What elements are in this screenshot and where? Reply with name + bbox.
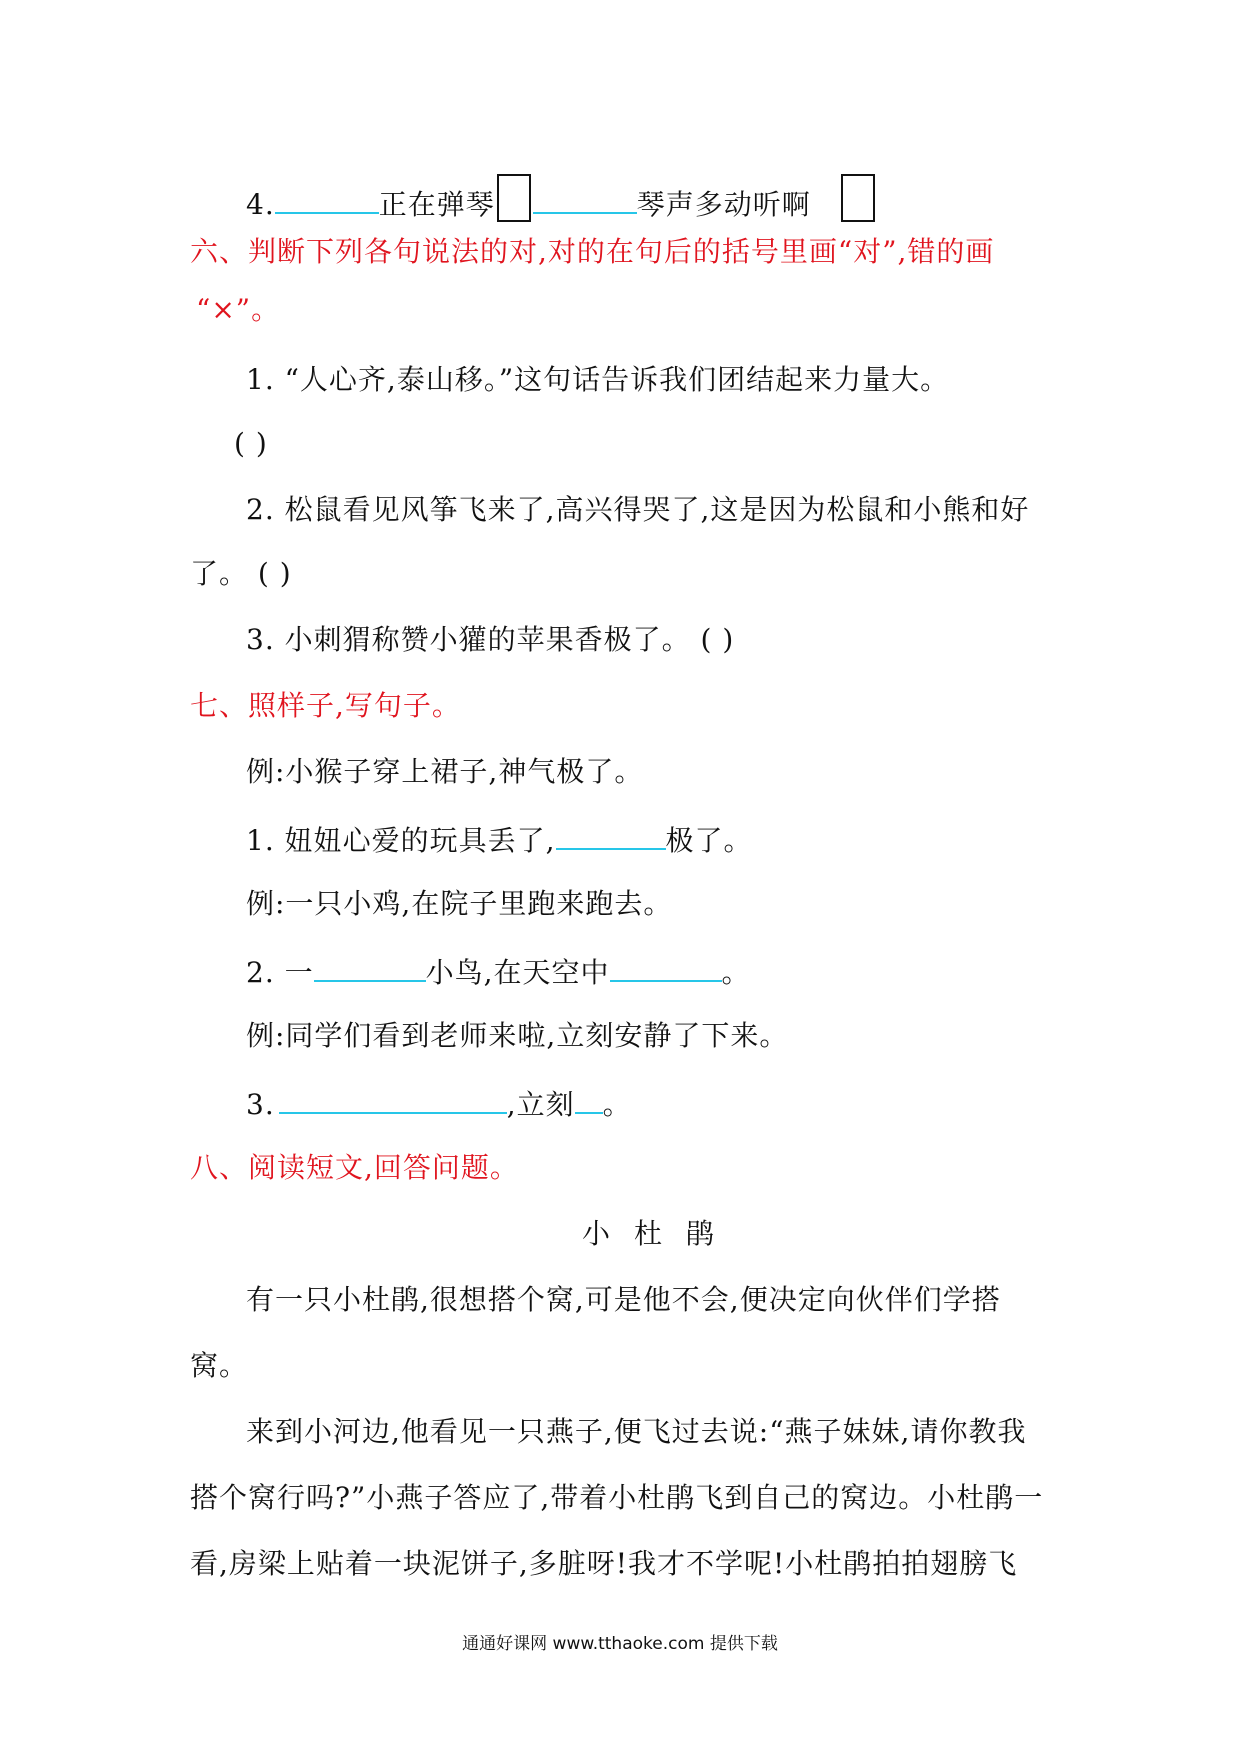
section-8-title: 八、阅读短文,回答问题。 [190,1151,519,1184]
s7-q3-end: 。 [602,1088,632,1121]
story-p1-line2: 窝。 [190,1349,249,1382]
page-footer: 通通好课网 www.tthaoke.com 提供下载 [462,1634,778,1654]
s7-q2-mid: 小鸟,在天空中 [425,956,610,989]
story-p1-line1: 有一只小杜鹃,很想搭个窝,可是他不会,便决定向伙伴们学搭 [246,1283,1001,1316]
story-title: 小杜鹃 [582,1217,739,1250]
q4-line [246,174,877,225]
answer-blank[interactable] [575,1082,603,1114]
s7-question-1 [246,818,753,861]
s6-item-2-cont[interactable]: 了。 ( ) [190,557,292,590]
section-6-title-cont: “×”。 [196,293,281,326]
punctuation-box[interactable] [497,174,531,222]
s7-q1-end: 极了。 [665,824,753,857]
s7-q2-end: 。 [721,956,751,989]
answer-blank[interactable] [610,950,722,982]
s7-question-2 [246,950,751,993]
story-p2-line2: 搭个窝行吗?”小燕子答应了,带着小杜鹃飞到自己的窝边。小杜鹃一 [190,1481,1044,1514]
s6-item-2: 2. 松鼠看见风筝飞来了,高兴得哭了,这是因为松鼠和小熊和好 [246,493,1030,526]
section-7-title: 七、照样子,写句子。 [190,689,461,722]
answer-blank[interactable] [275,182,379,214]
q4-text-1: 正在弹琴 [378,188,495,221]
section-6-title: 六、判断下列各句说法的对,对的在句后的括号里画“对”,错的画 [190,235,995,268]
s7-q3-mid: ,立刻 [506,1088,575,1121]
story-p2-line1: 来到小河边,他看见一只燕子,便飞过去说:“燕子妹妹,请你教我 [246,1415,1027,1448]
answer-blank[interactable] [314,950,426,982]
s7-example-1: 例:小猴子穿上裙子,神气极了。 [246,755,644,788]
answer-blank[interactable] [533,182,637,214]
punctuation-box[interactable] [841,174,875,222]
s7-q2-text: 2. 一 [246,956,314,989]
s6-item-3[interactable]: 3. 小刺猬称赞小獾的苹果香极了。 ( ) [246,623,735,656]
answer-blank[interactable] [279,1082,507,1114]
s7-example-2: 例:一只小鸡,在院子里跑来跑去。 [246,887,673,920]
s6-item-1: 1. “人心齐,泰山移。”这句话告诉我们团结起来力量大。 [246,363,950,396]
answer-blank[interactable] [556,818,666,850]
s6-item-1-paren[interactable]: ( ) [234,427,268,460]
s7-q1-text: 1. 妞妞心爱的玩具丢了, [246,824,556,857]
q4-number: 4. [246,188,275,221]
s7-question-3 [246,1082,632,1125]
s7-q3-number: 3. [246,1088,275,1121]
s7-example-3: 例:同学们看到老师来啦,立刻安静了下来。 [246,1019,789,1052]
story-p2-line3: 看,房梁上贴着一块泥饼子,多脏呀!我才不学呢!小杜鹃拍拍翅膀飞 [190,1547,1018,1580]
q4-text-2: 琴声多动听啊 [636,188,811,221]
